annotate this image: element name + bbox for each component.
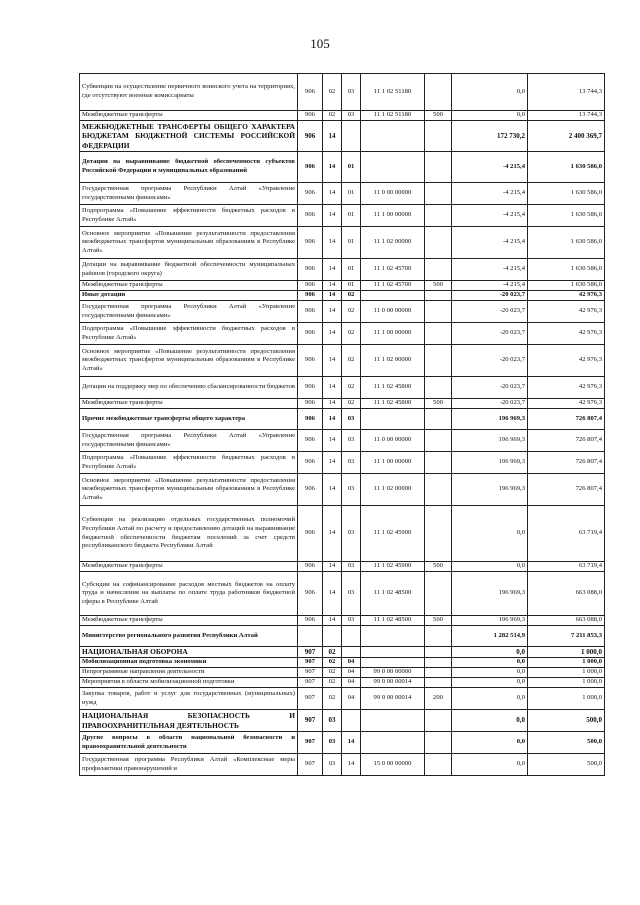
target-article-code: 11 1 02 45800 (361, 399, 425, 409)
subsection-code: 03 (342, 616, 361, 626)
amount-total: 13 744,3 (528, 111, 605, 121)
table-row (80, 377, 605, 399)
subsection-code (342, 626, 361, 647)
target-article-code: 11 1 00 00000 (361, 452, 425, 474)
table-row (80, 399, 605, 409)
amount-change: -4 215,4 (452, 259, 528, 281)
admin-code: 906 (298, 506, 323, 562)
target-article-code: 15 0 00 00000 (361, 754, 425, 776)
section-code: 14 (323, 259, 342, 281)
subsection-code: 03 (342, 572, 361, 616)
admin-code (298, 626, 323, 647)
target-article-code: 11 1 02 48500 (361, 616, 425, 626)
admin-code: 906 (298, 121, 323, 152)
amount-total: 42 976,3 (528, 345, 605, 377)
subsection-code: 01 (342, 259, 361, 281)
amount-change: -4 215,4 (452, 152, 528, 183)
table-row (80, 409, 605, 430)
table-row (80, 688, 605, 710)
amount-change: 196 969,3 (452, 430, 528, 452)
expense-type-code (425, 710, 452, 732)
expense-type-code: 500 (425, 399, 452, 409)
amount-total: 726 807,4 (528, 474, 605, 506)
section-code: 14 (323, 121, 342, 152)
table-row (80, 301, 605, 323)
row-description: Межбюджетные трансферты (80, 111, 298, 121)
amount-total: 1 000,0 (528, 688, 605, 710)
expense-type-code: 500 (425, 111, 452, 121)
admin-code: 906 (298, 291, 323, 301)
expense-type-code (425, 74, 452, 111)
section-code: 14 (323, 377, 342, 399)
admin-code: 907 (298, 647, 323, 658)
amount-total: 42 976,3 (528, 323, 605, 345)
target-article-code: 11 1 02 45900 (361, 506, 425, 562)
amount-change: 1 282 514,9 (452, 626, 528, 647)
expense-type-code (425, 183, 452, 205)
row-description: Межбюджетные трансферты (80, 399, 298, 409)
amount-total: 42 976,3 (528, 301, 605, 323)
amount-total: 1 000,0 (528, 647, 605, 658)
table-row (80, 710, 605, 732)
row-description: Межбюджетные трансферты (80, 281, 298, 291)
expense-type-code (425, 301, 452, 323)
admin-code: 906 (298, 430, 323, 452)
section-code: 02 (323, 111, 342, 121)
subsection-code: 03 (342, 452, 361, 474)
subsection-code: 03 (342, 430, 361, 452)
table-row (80, 668, 605, 678)
amount-total: 726 807,4 (528, 409, 605, 430)
expense-type-code: 500 (425, 616, 452, 626)
admin-code: 906 (298, 205, 323, 227)
amount-total: 500,0 (528, 732, 605, 754)
expense-type-code (425, 430, 452, 452)
target-article-code: 11 1 00 00000 (361, 323, 425, 345)
table-row (80, 121, 605, 152)
amount-change: 0,0 (452, 688, 528, 710)
section-code: 02 (323, 658, 342, 668)
subsection-code: 03 (342, 474, 361, 506)
target-article-code: 11 0 00 00000 (361, 430, 425, 452)
table-row (80, 227, 605, 259)
amount-total: 1 630 586,0 (528, 259, 605, 281)
target-article-code: 99 0 00 00014 (361, 688, 425, 710)
subsection-code (342, 710, 361, 732)
section-code: 14 (323, 152, 342, 183)
admin-code: 907 (298, 678, 323, 688)
subsection-code (342, 647, 361, 658)
table-row (80, 647, 605, 658)
table-row (80, 678, 605, 688)
admin-code: 906 (298, 474, 323, 506)
amount-total: 13 744,3 (528, 74, 605, 111)
admin-code: 907 (298, 710, 323, 732)
row-description: МЕЖБЮДЖЕТНЫЕ ТРАНСФЕРТЫ ОБЩЕГО ХАРАКТЕРА БЮДЖЕТАМ БЮДЖЕТНОЙ СИСТЕМЫ РОССИЙСКОЙ ФЕДЕРАЦИИ (80, 121, 298, 152)
admin-code: 907 (298, 732, 323, 754)
amount-total: 1 630 586,0 (528, 183, 605, 205)
target-article-code: 11 1 02 00000 (361, 474, 425, 506)
section-code: 03 (323, 754, 342, 776)
target-article-code (361, 647, 425, 658)
admin-code: 906 (298, 345, 323, 377)
table-row (80, 183, 605, 205)
row-description: Основное мероприятие «Повышение результативности предоставления межбюджетных трансфертов муниципальным образованиям в Республике Алтай» (80, 227, 298, 259)
table-row (80, 474, 605, 506)
admin-code: 906 (298, 377, 323, 399)
table-row (80, 74, 605, 111)
amount-change: 0,0 (452, 710, 528, 732)
amount-total: 1 000,0 (528, 668, 605, 678)
section-code: 03 (323, 710, 342, 732)
row-description: Основное мероприятие «Повышение результативности предоставления межбюджетных трансфертов муниципальным образованиям в Республике Алтай» (80, 345, 298, 377)
subsection-code: 03 (342, 409, 361, 430)
target-article-code (361, 152, 425, 183)
target-article-code (361, 626, 425, 647)
expense-type-code (425, 121, 452, 152)
target-article-code: 11 1 02 51180 (361, 111, 425, 121)
table-row (80, 323, 605, 345)
expense-type-code (425, 205, 452, 227)
section-code: 14 (323, 183, 342, 205)
section-code: 14 (323, 409, 342, 430)
section-code: 02 (323, 678, 342, 688)
amount-change: -20 023,7 (452, 323, 528, 345)
expense-type-code (425, 647, 452, 658)
target-article-code: 11 1 02 45900 (361, 562, 425, 572)
amount-total: 500,0 (528, 710, 605, 732)
row-description: Подпрограмма «Повышение эффективности бюджетных расходов в Республике Алтай» (80, 205, 298, 227)
amount-total: 63 719,4 (528, 562, 605, 572)
row-description: Дотации на выравнивание бюджетной обеспеченности муниципальных районов (городского округа) (80, 259, 298, 281)
subsection-code: 02 (342, 323, 361, 345)
subsection-code: 02 (342, 377, 361, 399)
section-code: 14 (323, 562, 342, 572)
admin-code: 906 (298, 183, 323, 205)
subsection-code: 04 (342, 678, 361, 688)
budget-table (79, 73, 605, 776)
admin-code: 907 (298, 658, 323, 668)
target-article-code: 11 1 02 45700 (361, 281, 425, 291)
subsection-code: 02 (342, 399, 361, 409)
subsection-code: 04 (342, 688, 361, 710)
table-row (80, 616, 605, 626)
admin-code: 906 (298, 74, 323, 111)
section-code: 14 (323, 572, 342, 616)
row-description: Прочие межбюджетные трансферты общего характера (80, 409, 298, 430)
row-description: Непрограммные направления деятельности (80, 668, 298, 678)
amount-change: 0,0 (452, 562, 528, 572)
subsection-code: 02 (342, 301, 361, 323)
target-article-code: 11 1 02 45700 (361, 259, 425, 281)
expense-type-code (425, 345, 452, 377)
admin-code: 907 (298, 688, 323, 710)
target-article-code: 11 1 02 00000 (361, 227, 425, 259)
row-description: Дотации на выравнивание бюджетной обеспеченности субъектов Российской Федерации и муниципальных образований (80, 152, 298, 183)
subsection-code: 02 (342, 345, 361, 377)
table-row (80, 259, 605, 281)
admin-code: 907 (298, 754, 323, 776)
subsection-code (342, 121, 361, 152)
amount-total: 500,0 (528, 754, 605, 776)
subsection-code: 14 (342, 732, 361, 754)
row-description: НАЦИОНАЛЬНАЯ БЕЗОПАСНОСТЬ И ПРАВООХРАНИТЕЛЬНАЯ ДЕЯТЕЛЬНОСТЬ (80, 710, 298, 732)
section-code: 14 (323, 399, 342, 409)
expense-type-code (425, 259, 452, 281)
amount-change: -20 023,7 (452, 345, 528, 377)
subsection-code: 01 (342, 205, 361, 227)
amount-total: 726 807,4 (528, 452, 605, 474)
subsection-code: 03 (342, 562, 361, 572)
row-description: Иные дотации (80, 291, 298, 301)
amount-change: 0,0 (452, 678, 528, 688)
amount-total: 663 088,0 (528, 616, 605, 626)
amount-change: -20 023,7 (452, 377, 528, 399)
amount-change: 196 969,3 (452, 616, 528, 626)
target-article-code: 99 0 00 00014 (361, 678, 425, 688)
section-code (323, 626, 342, 647)
amount-change: 0,0 (452, 647, 528, 658)
page-number: 105 (310, 36, 330, 51)
admin-code: 906 (298, 409, 323, 430)
section-code: 03 (323, 732, 342, 754)
amount-change: 196 969,3 (452, 409, 528, 430)
amount-total: 663 088,0 (528, 572, 605, 616)
expense-type-code (425, 409, 452, 430)
expense-type-code (425, 377, 452, 399)
row-description: Мероприятия в области мобилизационной подготовки (80, 678, 298, 688)
amount-change: 0,0 (452, 754, 528, 776)
amount-total: 1 630 586,0 (528, 152, 605, 183)
amount-change: -4 215,4 (452, 205, 528, 227)
table-row (80, 345, 605, 377)
subsection-code: 03 (342, 111, 361, 121)
row-description: Государственная программа Республики Алтай «Управление государственными финансами» (80, 430, 298, 452)
expense-type-code (425, 474, 452, 506)
admin-code: 906 (298, 152, 323, 183)
section-code: 14 (323, 281, 342, 291)
amount-total: 1 630 586,0 (528, 205, 605, 227)
amount-change: 0,0 (452, 732, 528, 754)
target-article-code (361, 732, 425, 754)
section-code: 14 (323, 323, 342, 345)
section-code: 14 (323, 506, 342, 562)
admin-code: 906 (298, 572, 323, 616)
table-body (80, 74, 605, 776)
target-article-code (361, 121, 425, 152)
amount-total: 1 000,0 (528, 678, 605, 688)
row-description: Министерство регионального развития Республики Алтай (80, 626, 298, 647)
amount-total: 42 976,3 (528, 291, 605, 301)
target-article-code: 11 0 00 00000 (361, 183, 425, 205)
row-description: Мобилизационная подготовка экономики (80, 658, 298, 668)
subsection-code: 04 (342, 658, 361, 668)
expense-type-code (425, 668, 452, 678)
table-row (80, 430, 605, 452)
row-description: Дотации на поддержку мер по обеспечению сбалансированности бюджетов (80, 377, 298, 399)
admin-code: 907 (298, 668, 323, 678)
expense-type-code (425, 626, 452, 647)
section-code: 14 (323, 474, 342, 506)
table-row (80, 205, 605, 227)
amount-change: 196 969,3 (452, 572, 528, 616)
expense-type-code (425, 506, 452, 562)
amount-total: 1 630 586,0 (528, 227, 605, 259)
row-description: Субсидии на софинансирование расходов местных бюджетов на оплату труда и начисления на выплаты по оплате труда работников бюджетной сферы в Республике Алтай (80, 572, 298, 616)
target-article-code: 11 1 02 45800 (361, 377, 425, 399)
amount-change: -4 215,4 (452, 227, 528, 259)
target-article-code (361, 658, 425, 668)
table-row (80, 452, 605, 474)
target-article-code: 11 1 02 00000 (361, 345, 425, 377)
amount-total: 1 630 586,0 (528, 281, 605, 291)
expense-type-code: 500 (425, 562, 452, 572)
subsection-code: 01 (342, 183, 361, 205)
admin-code: 906 (298, 111, 323, 121)
row-description: Государственная программа Республики Алтай «Комплексные меры профилактики правонарушений и (80, 754, 298, 776)
section-code: 14 (323, 301, 342, 323)
subsection-code: 01 (342, 281, 361, 291)
table-row (80, 658, 605, 668)
amount-change: 172 730,2 (452, 121, 528, 152)
amount-change: -20 023,7 (452, 291, 528, 301)
table-row (80, 626, 605, 647)
admin-code: 906 (298, 323, 323, 345)
expense-type-code (425, 572, 452, 616)
amount-change: -4 215,4 (452, 183, 528, 205)
row-description: Межбюджетные трансферты (80, 616, 298, 626)
subsection-code: 02 (342, 291, 361, 301)
amount-total: 1 000,0 (528, 658, 605, 668)
expense-type-code (425, 754, 452, 776)
amount-total: 2 400 369,7 (528, 121, 605, 152)
row-description: Субвенции на осуществление первичного воинского учета на территориях, где отсутствуют военные комиссариаты (80, 74, 298, 111)
section-code: 02 (323, 668, 342, 678)
subsection-code: 03 (342, 74, 361, 111)
table-row (80, 291, 605, 301)
amount-total: 726 807,4 (528, 430, 605, 452)
amount-total: 42 976,3 (528, 399, 605, 409)
subsection-code: 01 (342, 227, 361, 259)
table-row (80, 562, 605, 572)
target-article-code: 99 0 00 00000 (361, 668, 425, 678)
target-article-code: 11 1 02 51180 (361, 74, 425, 111)
expense-type-code (425, 678, 452, 688)
target-article-code: 11 0 00 00000 (361, 301, 425, 323)
row-description: Межбюджетные трансферты (80, 562, 298, 572)
admin-code: 906 (298, 562, 323, 572)
subsection-code: 04 (342, 668, 361, 678)
amount-total: 63 719,4 (528, 506, 605, 562)
table-row (80, 111, 605, 121)
target-article-code (361, 291, 425, 301)
table-row (80, 754, 605, 776)
expense-type-code (425, 732, 452, 754)
expense-type-code (425, 152, 452, 183)
admin-code: 906 (298, 452, 323, 474)
subsection-code: 01 (342, 152, 361, 183)
section-code: 14 (323, 205, 342, 227)
row-description: Закупка товаров, работ и услуг для государственных (муниципальных) нужд (80, 688, 298, 710)
row-description: Основное мероприятие «Повышение результативности предоставления межбюджетных трансфертов муниципальным образованиям в Республике Алтай» (80, 474, 298, 506)
amount-change: -20 023,7 (452, 301, 528, 323)
target-article-code (361, 710, 425, 732)
row-description: Подпрограмма «Повышение эффективности бюджетных расходов в Республике Алтай» (80, 452, 298, 474)
section-code: 14 (323, 227, 342, 259)
expense-type-code (425, 323, 452, 345)
row-description: Государственная программа Республики Алтай «Управление государственными финансами» (80, 301, 298, 323)
admin-code: 906 (298, 259, 323, 281)
amount-change: -20 023,7 (452, 399, 528, 409)
amount-total: 7 211 853,3 (528, 626, 605, 647)
target-article-code: 11 1 02 48500 (361, 572, 425, 616)
amount-change: 0,0 (452, 74, 528, 111)
section-code: 14 (323, 430, 342, 452)
amount-change: 196 969,3 (452, 452, 528, 474)
section-code: 14 (323, 616, 342, 626)
amount-total: 42 976,3 (528, 377, 605, 399)
amount-change: -4 215,4 (452, 281, 528, 291)
row-description: НАЦИОНАЛЬНАЯ ОБОРОНА (80, 647, 298, 658)
section-code: 02 (323, 647, 342, 658)
expense-type-code (425, 658, 452, 668)
subsection-code: 14 (342, 754, 361, 776)
section-code: 14 (323, 291, 342, 301)
row-description: Другие вопросы в области национальной безопасности и правоохранительной деятельности (80, 732, 298, 754)
amount-change: 0,0 (452, 668, 528, 678)
section-code: 02 (323, 74, 342, 111)
admin-code: 906 (298, 399, 323, 409)
target-article-code: 11 1 00 00000 (361, 205, 425, 227)
admin-code: 906 (298, 281, 323, 291)
row-description: Подпрограмма «Повышение эффективности бюджетных расходов в Республике Алтай» (80, 323, 298, 345)
section-code: 14 (323, 452, 342, 474)
table-row (80, 506, 605, 562)
expense-type-code: 200 (425, 688, 452, 710)
section-code: 02 (323, 688, 342, 710)
section-code: 14 (323, 345, 342, 377)
expense-type-code (425, 452, 452, 474)
row-description: Государственная программа Республики Алтай «Управление государственными финансами» (80, 183, 298, 205)
table-row (80, 732, 605, 754)
expense-type-code (425, 227, 452, 259)
expense-type-code (425, 291, 452, 301)
row-description: Субвенции на реализацию отдельных государственных полномочий Республики Алтай по расчету и предоставлению дотаций на выравнивание бюджетной обеспеченности бюджетам поселений за счет средств республиканского бюджета Республики Алтай (80, 506, 298, 562)
admin-code: 906 (298, 227, 323, 259)
subsection-code: 03 (342, 506, 361, 562)
table-row (80, 281, 605, 291)
expense-type-code: 500 (425, 281, 452, 291)
amount-change: 0,0 (452, 658, 528, 668)
target-article-code (361, 409, 425, 430)
admin-code: 906 (298, 301, 323, 323)
amount-change: 0,0 (452, 506, 528, 562)
amount-change: 0,0 (452, 111, 528, 121)
amount-change: 196 969,3 (452, 474, 528, 506)
table-row (80, 572, 605, 616)
admin-code: 906 (298, 616, 323, 626)
table-row (80, 152, 605, 183)
